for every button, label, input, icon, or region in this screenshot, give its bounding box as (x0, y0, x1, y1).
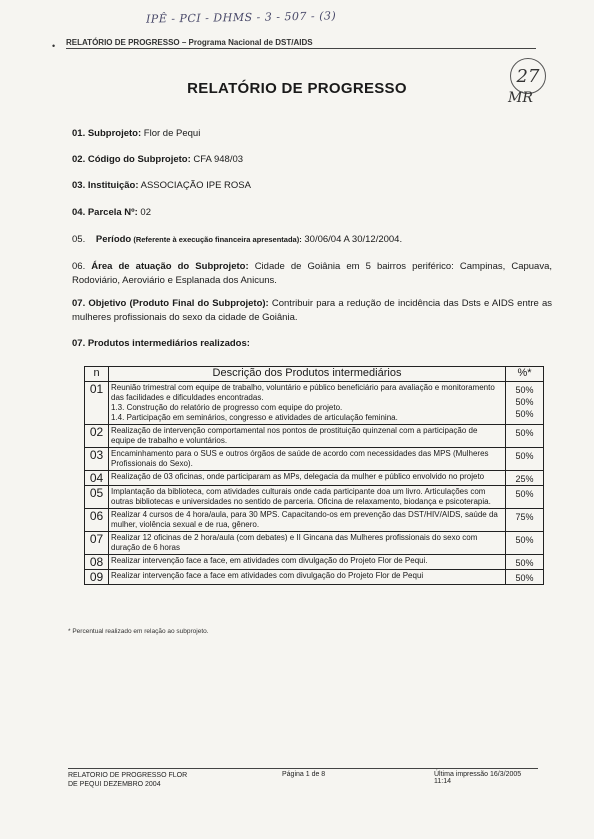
description-line: Encaminhamento para o SUS e outros órgãos de saúde de acordo com necessidades das MPS (Mulheres Profissionais do Sexo). (111, 449, 489, 468)
table-row (85, 570, 544, 585)
products-table (84, 366, 544, 585)
field-label: 07. Produtos intermediários realizados: (72, 338, 250, 349)
row-percent (506, 486, 544, 509)
description-line: 1.4. Participação em seminários, congresso e atividades de articulação feminina. (111, 413, 398, 422)
field-area (72, 260, 552, 288)
row-percent (506, 555, 544, 570)
field-periodo (72, 233, 402, 247)
description-line: Realizar intervenção face a face em atividades com divulgação do Projeto Flor de Pequi (111, 571, 424, 580)
row-percent (506, 448, 544, 471)
footnote: * Percentual realizado em relação ao subprojeto. (68, 628, 209, 635)
produtos-heading (72, 337, 250, 351)
table-row (85, 486, 544, 509)
description-line: 1.3. Construção do relatório de progresso com equipe do projeto. (111, 403, 343, 412)
header-percent: %* (506, 367, 544, 382)
field-label: 07. Objetivo (Produto Final do Subprojeto): (72, 298, 269, 309)
page-footer (68, 768, 538, 788)
field-subprojeto (72, 127, 200, 141)
percent-value: 50% (515, 409, 534, 419)
description-line: Realizar 12 oficinas de 2 hora/aula (com debates) e II Gincana das Mulheres profissionais do sexo com duração de 6 horas (111, 533, 478, 552)
description-line: Realizar 4 cursos de 4 hora/aula, para 30 MPS. Capacitando-os em prevenção das DST/HIV/AIDS, saúde da mulher, violência sexual e de rua, gênero. (111, 510, 498, 529)
page-number-stamp: 27 (510, 58, 546, 94)
percent-value: 75% (515, 512, 534, 522)
header-n: n (85, 367, 109, 382)
field-value: Cidade de Goiânia em 5 bairros periférico: Campinas, Capuava, Rodoviário, Aeroviário e Esplanada dos Anicuns. (72, 261, 553, 286)
footer-line: DE PEQUI DEZEMBRO 2004 (68, 781, 161, 788)
row-percent (506, 509, 544, 532)
percent-value: 50% (515, 489, 534, 499)
footer-print-date: Última impressão 16/3/2005 11:14 (434, 771, 522, 785)
table-header-row (85, 367, 544, 382)
field-label: 04. Parcela Nº: (72, 207, 138, 218)
row-number: 03 (85, 448, 109, 471)
row-description (109, 471, 506, 486)
field-parcela (72, 206, 151, 220)
row-number: 06 (85, 509, 109, 532)
table-row (85, 448, 544, 471)
table-row (85, 555, 544, 570)
row-number: 02 (85, 425, 109, 448)
table-row (85, 425, 544, 448)
description-line: Realizar intervenção face a face, em atividades com divulgação do Projeto Flor de Pequi. (111, 556, 428, 565)
field-number: 06. (72, 261, 86, 272)
row-description (109, 509, 506, 532)
field-label: 01. Subprojeto: (72, 128, 142, 139)
field-codigo (72, 153, 243, 167)
row-description (109, 448, 506, 471)
row-description (109, 532, 506, 555)
field-value: 30/06/04 A 30/12/2004. (301, 234, 403, 245)
row-description (109, 486, 506, 509)
description-line: Implantação da biblioteca, com atividades culturais onde cada participante doa um livro. Articulações com outras bibliotecas e universidades no sentido de parceria. Oficina de relaxamento, biodança e psicoterapia. (111, 487, 491, 506)
page-title: RELATÓRIO DE PROGRESSO (187, 80, 407, 97)
table-row (85, 382, 544, 425)
row-number: 01 (85, 382, 109, 425)
field-value: 02 (137, 207, 152, 218)
field-value: ASSOCIAÇÃO IPE ROSA (138, 180, 251, 191)
footer-line: RELATORIO DE PROGRESSO FLOR (68, 772, 188, 779)
percent-value: 50% (515, 385, 534, 395)
row-percent (506, 532, 544, 555)
table-row (85, 532, 544, 555)
row-number: 08 (85, 555, 109, 570)
footer-document-name (68, 771, 208, 789)
table-row (85, 471, 544, 486)
row-description (109, 382, 506, 425)
row-number: 04 (85, 471, 109, 486)
field-number: 05. (72, 234, 86, 245)
description-line: Realização de intervenção comportamental nos pontos de prostituição quinzenal com a participação de equipe de trabalho e voluntários. (111, 426, 478, 445)
row-description (109, 555, 506, 570)
bullet-mark: • (52, 41, 56, 51)
row-number: 07 (85, 532, 109, 555)
field-label: Área de atuação do Subprojeto: (91, 261, 249, 272)
percent-value: 50% (515, 397, 534, 407)
field-label: 02. Código do Subprojeto: (72, 154, 191, 165)
description-line: Realização de 03 oficinas, onde participaram as MPs, delegacia da mulher e público envolvido no projeto (111, 472, 485, 481)
field-instituicao (72, 179, 251, 193)
field-value: Contribuir para a redução de incidência das Dsts e AIDS entre as mulheres profissionais do sexo da cidade de Goiânia. (72, 298, 552, 323)
field-qualifier: (Referente à execução financeira apresentada): (131, 235, 302, 244)
header-description: Descrição dos Produtos intermediários (109, 367, 506, 382)
field-value: Flor de Pequi (141, 128, 201, 139)
field-objetivo (72, 297, 552, 325)
percent-value: 25% (515, 474, 534, 484)
field-label: 03. Instituição: (72, 180, 139, 191)
row-description (109, 425, 506, 448)
table-row (85, 509, 544, 532)
running-header: RELATÓRIO DE PROGRESSO – Programa Nacional de DST/AIDS (66, 38, 536, 49)
percent-value: 50% (515, 451, 534, 461)
row-description (109, 570, 506, 585)
handwritten-annotation: IPÊ - PCI - DHMS - 3 - 507 - (3) (145, 9, 337, 26)
field-label: Período (95, 234, 132, 245)
row-number: 05 (85, 486, 109, 509)
initials-stamp: MR (508, 90, 533, 106)
row-percent (506, 382, 544, 425)
row-percent (506, 570, 544, 585)
footer-page-number: Página 1 de 8 (282, 771, 326, 778)
percent-value: 50% (515, 535, 534, 545)
row-percent (506, 425, 544, 448)
row-number: 09 (85, 570, 109, 585)
description-line: Reunião trimestral com equipe de trabalho, voluntário e público beneficiário para avaliação e monitoramento das facilidades e dificuldades encontradas. (111, 383, 495, 402)
field-value: CFA 948/03 (190, 154, 244, 165)
percent-value: 50% (515, 573, 534, 583)
percent-value: 50% (515, 558, 534, 568)
row-percent (506, 471, 544, 486)
percent-value: 50% (515, 428, 534, 438)
